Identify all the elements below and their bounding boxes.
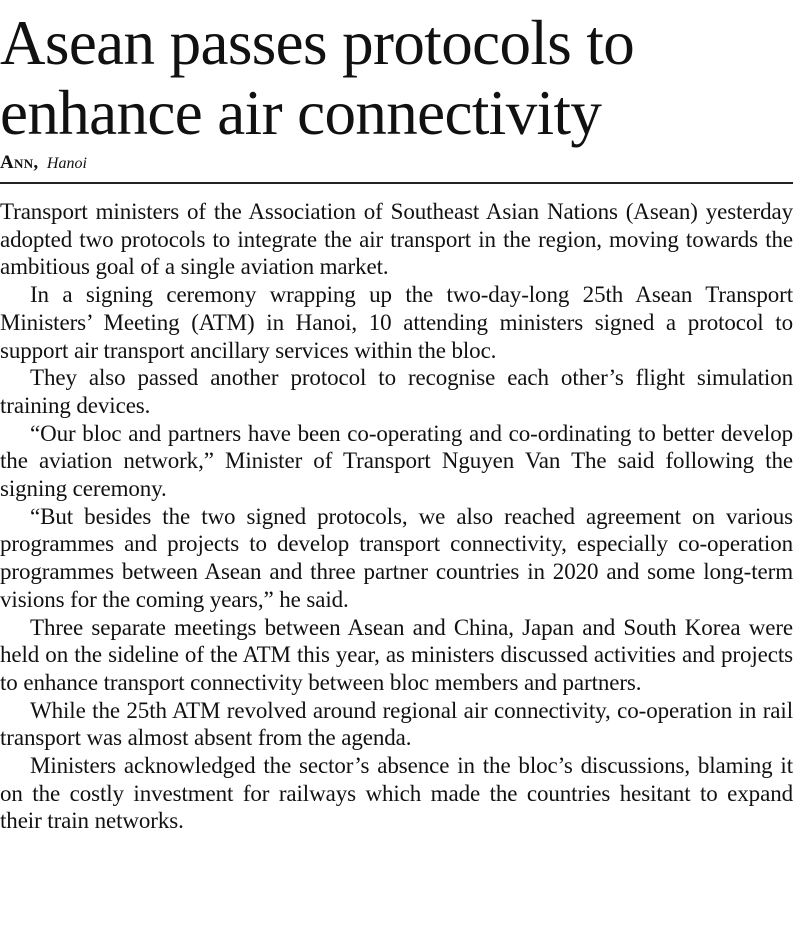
byline-divider <box>0 182 793 184</box>
paragraph: Three separate meetings between Asean and China, Japan and South Korea were held on the sideline of the ATM this year, as ministers discussed activities and projects to enhance transport connectivity between bloc members and partners. <box>0 614 793 695</box>
paragraph: Transport ministers of the Association of Southeast Asian Nations (Asean) yesterday adopted two protocols to integrate the air transport in the region, moving towards the ambitious goal of a single aviation market. <box>0 199 793 280</box>
byline <box>0 152 793 174</box>
paragraph: In a signing ceremony wrapping up the two-day-long 25th Asean Transport Ministers’ Meeting (ATM) in Hanoi, 10 attending ministers signed a protocol to support air transport ancillary services within the bloc. <box>0 282 793 363</box>
paragraph: While the 25th ATM revolved around regional air connectivity, co-operation in rail transport was almost absent from the agenda. <box>0 697 793 751</box>
byline-separator: , <box>33 152 39 173</box>
paragraph: “But besides the two signed protocols, we also reached agreement on various programmes and projects to develop transport connectivity, especially co-operation programmes between Asean and three partner countries in 2020 and some long-term visions for the coming years,” he said. <box>0 503 793 612</box>
byline-place: Hanoi <box>46 155 87 172</box>
paragraph: Ministers acknowledged the sector’s absence in the bloc’s discussions, blaming it on the costly investment for railways which made the countries hesitant to expand their train networks. <box>0 753 793 834</box>
article-body <box>0 198 793 835</box>
byline-author: Ann <box>0 152 34 173</box>
paragraph: “Our bloc and partners have been co-operating and co-ordinating to better develop the aviation network,” Minister of Transport Nguyen Van The said following the signing ceremony. <box>0 420 793 502</box>
paragraph: They also passed another protocol to recognise each other’s flight simulation training devices. <box>0 365 793 418</box>
headline: Asean passes protocols to enhance air connectivity <box>0 8 635 148</box>
